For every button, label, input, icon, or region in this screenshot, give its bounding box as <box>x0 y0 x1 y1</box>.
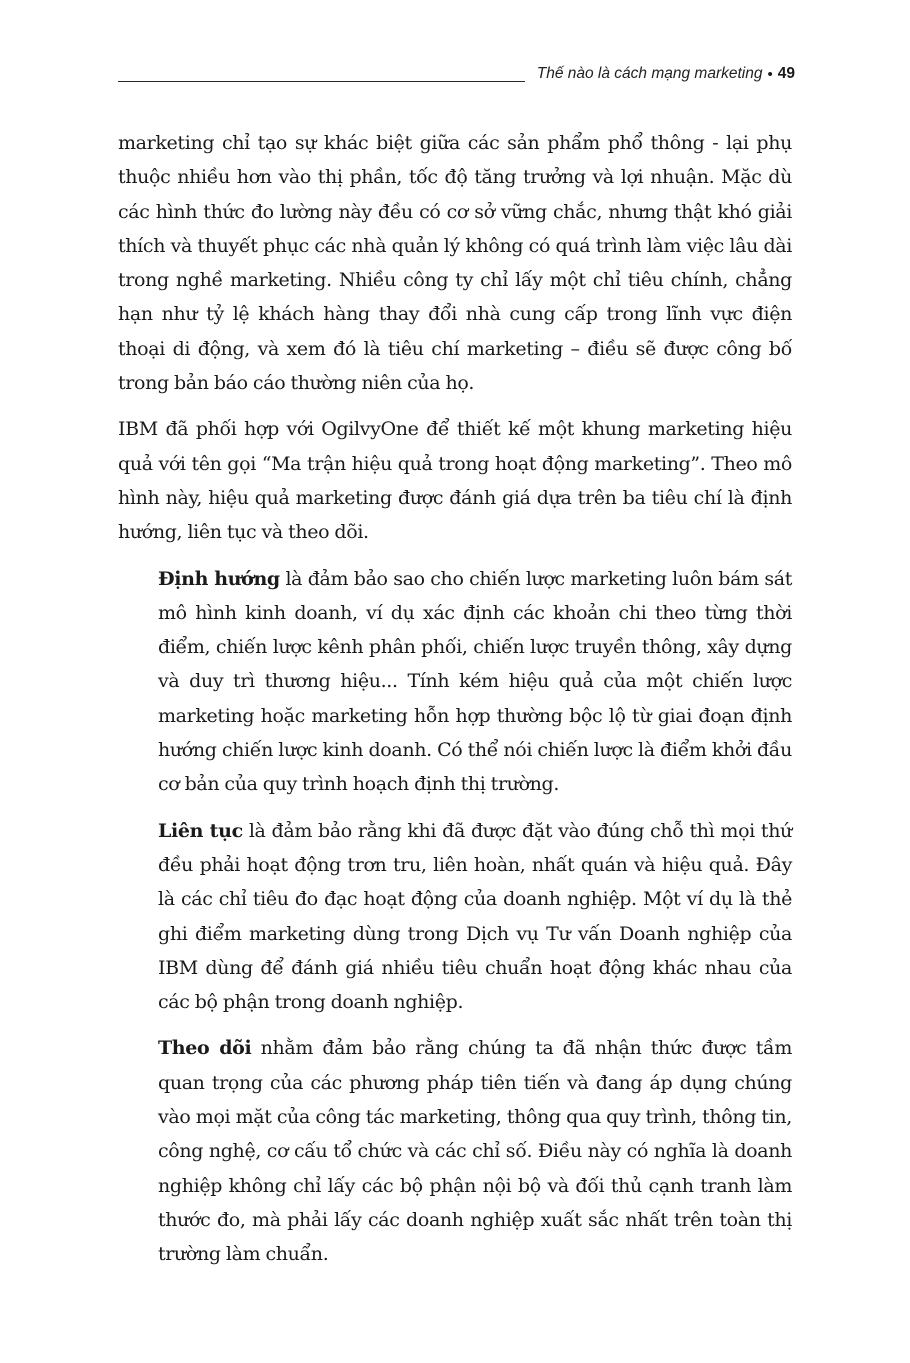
criterion-description: là đảm bảo sao cho chiến lược marketing luôn bám sát mô hình kinh doanh, ví dụ xác định các khoản chi theo từng thời điểm, chiến lược kênh phân phối, chiến lược truyền thông, xây dựng và duy trì thương hiệu... Tính kém hiệu quả của một chiến lược marketing hoặc marketing hỗn hợp thường bộc lộ từ giai đoạn định hướng chiến lược kinh doanh. Có thể nói chiến lược là điểm khởi đầu cơ bản của quy trình hoạch định thị trường. <box>158 567 792 796</box>
criterion-orientation <box>158 562 792 802</box>
paragraph: marketing chỉ tạo sự khác biệt giữa các sản phẩm phổ thông - lại phụ thuộc nhiều hơn vào thị phần, tốc độ tăng trưởng và lợi nhuận. Mặc dù các hình thức đo lường này đều có cơ sở vững chắc, nhưng thật khó giải thích và thuyết phục các nhà quản lý không có quá trình làm việc lâu dài trong nghề marketing. Nhiều công ty chỉ lấy một chỉ tiêu chính, chẳng hạn như tỷ lệ khách hàng thay đổi nhà cung cấp trong lĩnh vực điện thoại di động, và xem đó là tiêu chí marketing – điều sẽ được công bố trong bản báo cáo thường niên của họ. <box>118 132 792 395</box>
criterion-monitoring <box>158 1031 792 1271</box>
page-body <box>118 126 792 1284</box>
paragraph: IBM đã phối hợp với OgilvyOne để thiết kế một khung marketing hiệu quả với tên gọi “Ma trận hiệu quả trong hoạt động marketing”. Theo mô hình này, hiệu quả marketing được đánh giá dựa trên ba tiêu chí là định hướng, liên tục và theo dõi. <box>118 418 792 544</box>
running-header <box>118 62 795 86</box>
header-rule <box>118 81 525 82</box>
criterion-continuity <box>158 814 792 1020</box>
criterion-description: nhằm đảm bảo rằng chúng ta đã nhận thức được tầm quan trọng của các phương pháp tiên tiến và đang áp dụng chúng vào mọi mặt của công tác marketing, thông qua quy trình, thông tin, công nghệ, cơ cấu tổ chức và các chỉ số. Điều này có nghĩa là doanh nghiệp không chỉ lấy các bộ phận nội bộ và đối thủ cạnh tranh làm thước đo, mà phải lấy các doanh nghiệp xuất sắc nhất trên toàn thị trường làm chuẩn. <box>158 1037 792 1266</box>
criterion-description: là đảm bảo rằng khi đã được đặt vào đúng chỗ thì mọi thứ đều phải hoạt động trơn tru, liên hoàn, nhất quán và hiệu quả. Đây là các chỉ tiêu đo đạc hoạt động của doanh nghiệp. Một ví dụ là thẻ ghi điểm marketing dùng trong Dịch vụ Tư vấn Doanh nghiệp của IBM dùng để đánh giá nhiều tiêu chuẩn hoạt động khác nhau của các bộ phận trong doanh nghiệp. <box>158 819 792 1014</box>
running-title: Thế nào là cách mạng marketing <box>536 65 763 82</box>
header-bullet: • <box>767 65 773 83</box>
page-number: 49 <box>777 65 795 82</box>
criterion-term: Định hướng <box>158 567 280 590</box>
criterion-term: Liên tục <box>158 819 243 842</box>
criterion-term: Theo dõi <box>158 1037 252 1060</box>
